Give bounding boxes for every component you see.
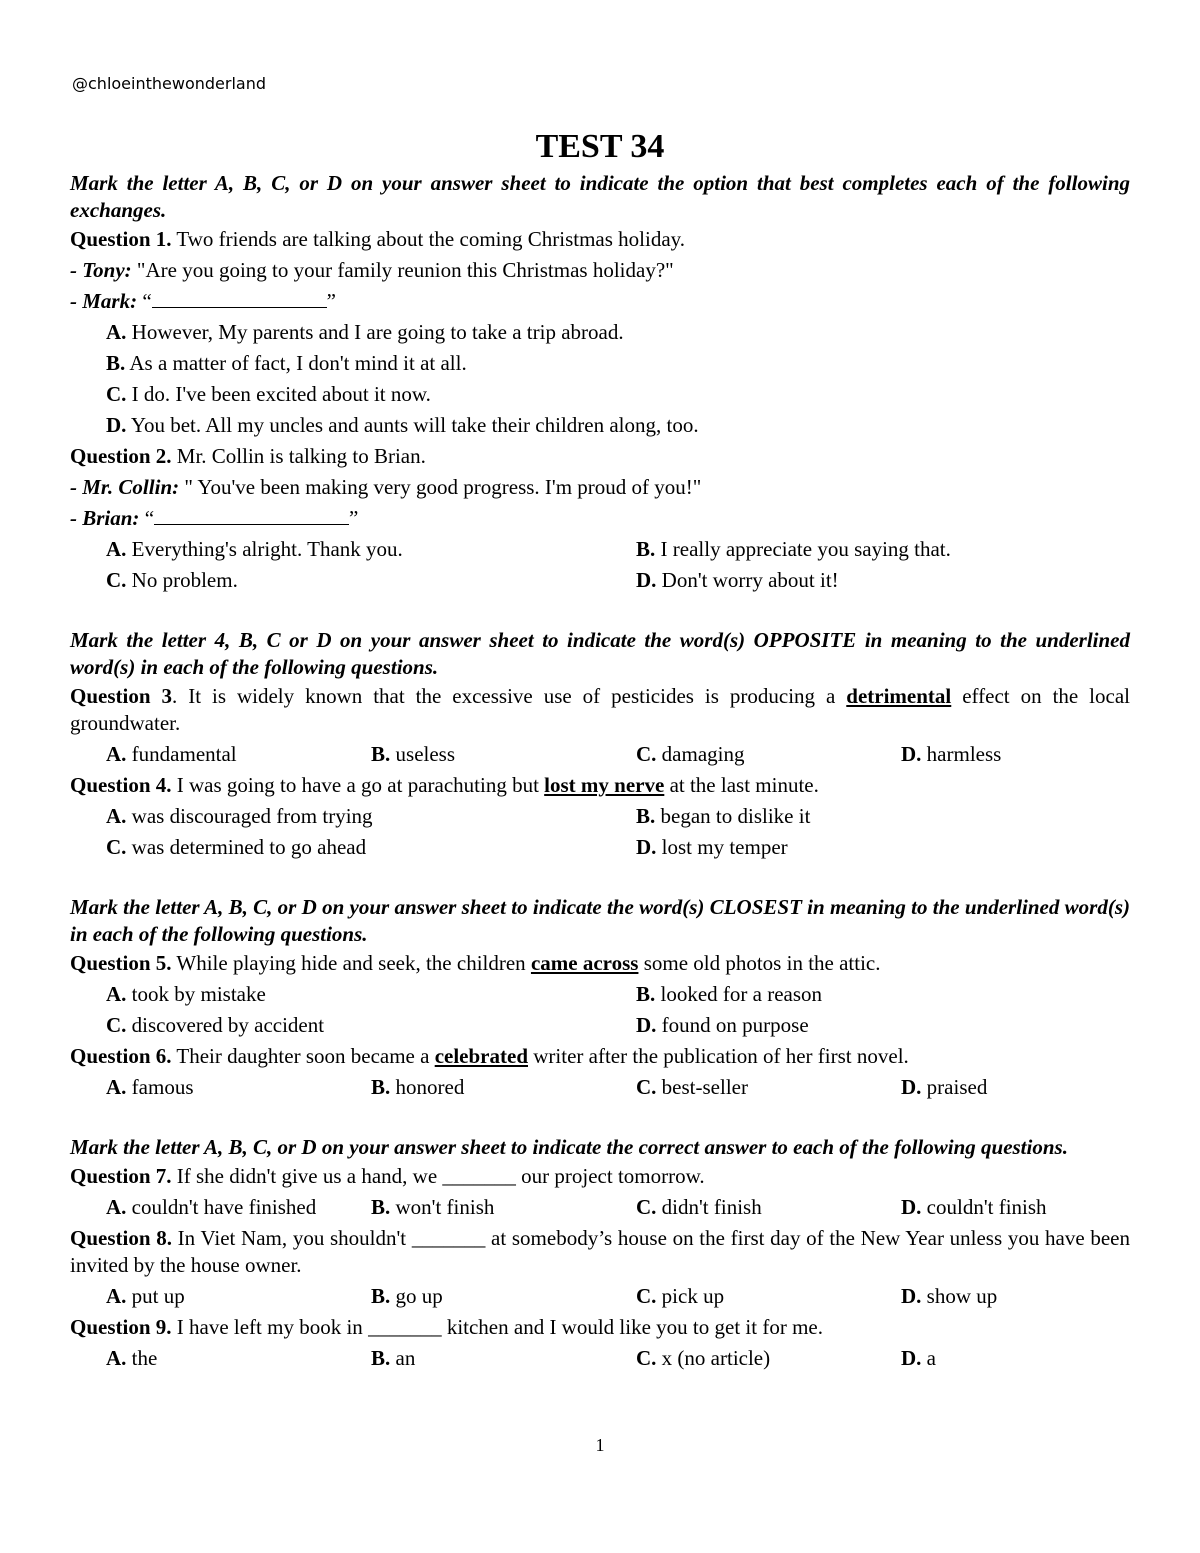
question-context: Two friends are talking about the coming Christmas holiday. [171, 227, 686, 251]
option-c: C. didn't finish [636, 1195, 762, 1219]
open-quote: “ [139, 506, 155, 530]
option-d: D. harmless [901, 742, 1002, 766]
option-row [70, 1343, 1130, 1374]
question-3: Question 3. It is widely known that the excessive use of pesticides is producing a detrimental effect on the local groundwater. [70, 684, 1130, 735]
question-8: Question 8. In Viet Nam, you shouldn't _______ at somebody’s house on the first day of the New Year unless you have been invited by the house owner. [70, 1226, 1130, 1277]
option-row [70, 1281, 1130, 1312]
underlined-word: detrimental [846, 684, 952, 708]
option-c: C. pick up [636, 1284, 725, 1308]
option-c: C. discovered by accident [106, 1013, 325, 1037]
question-label: Question 2. [70, 444, 172, 468]
option-a: A. However, My parents and I are going to take a trip abroad. [106, 320, 624, 344]
option-row [70, 1192, 1130, 1223]
option-b: B. useless [371, 742, 456, 766]
speaker: - Tony: [70, 258, 132, 282]
question-label: Question 4. [70, 773, 172, 797]
option-row [70, 317, 1130, 441]
option-d: D. lost my temper [636, 835, 788, 859]
option-row [70, 801, 1130, 832]
section-4-instruction: Mark the letter A, B, C, or D on your answer sheet to indicate the correct answer to each of the following questions. [70, 1135, 1068, 1159]
question-7: Question 7. If she didn't give us a hand, we _______ our project tomorrow. [70, 1164, 705, 1188]
option-row [70, 565, 1130, 596]
option-row [70, 534, 1130, 565]
option-d: D. praised [901, 1075, 988, 1099]
option-d: D. couldn't finish [901, 1195, 1047, 1219]
section-3-instruction: Mark the letter A, B, C, or D on your answer sheet to indicate the word(s) CLOSEST in meaning to the underlined word(s) in each of the following questions. [70, 895, 1130, 946]
option-b: B. an [371, 1346, 416, 1370]
option-c: C. was determined to go ahead [106, 835, 367, 859]
question-label: Question 8. [70, 1226, 172, 1250]
option-a: A. Everything's alright. Thank you. [106, 537, 403, 561]
option-b: B. won't finish [371, 1195, 495, 1219]
option-a: A. was discouraged from trying [106, 804, 373, 828]
section-2-instruction: Mark the letter 4, B, C or D on your answer sheet to indicate the word(s) OPPOSITE in meaning to the underlined word(s) in each of the following questions. [70, 628, 1130, 679]
option-row [70, 739, 1130, 770]
option-row [70, 832, 1130, 863]
dialogue-line [70, 503, 1130, 534]
option-d: D. Don't worry about it! [636, 568, 839, 592]
content [70, 170, 1130, 1374]
dialogue-line [70, 255, 1130, 286]
answer-blank [152, 289, 327, 308]
question-label: Question 1. [70, 227, 172, 251]
page-number: 1 [595, 1435, 605, 1455]
speaker: - Brian: [70, 506, 140, 530]
question-5: Question 5. While playing hide and seek, the children came across some old photos in the attic. [70, 951, 881, 975]
option-b: B. honored [371, 1075, 465, 1099]
question-label: Question 3 [70, 684, 172, 708]
answer-blank: _______ [411, 1226, 486, 1250]
close-quote: ” [326, 289, 336, 313]
option-row [70, 1072, 1130, 1103]
option-c: C. I do. I've been excited about it now. [106, 382, 431, 406]
option-a: A. fundamental [106, 742, 237, 766]
open-quote: “ [137, 289, 152, 313]
question-label: Question 6. [70, 1044, 172, 1068]
option-row [70, 979, 1130, 1010]
underlined-word: came across [530, 951, 639, 975]
question-9: Question 9. I have left my book in _______ kitchen and I would like you to get it for me. [70, 1315, 823, 1339]
spacer [70, 596, 1130, 627]
question-4: Question 4. I was going to have a go at parachuting but lost my nerve at the last minute. [70, 773, 819, 797]
author-handle: @chloeinthewonderland [72, 74, 266, 93]
question-label: Question 5. [70, 951, 172, 975]
question-2 [70, 441, 1130, 472]
option-a: A. couldn't have finished [106, 1195, 317, 1219]
answer-blank [154, 506, 349, 525]
option-b: B. looked for a reason [636, 982, 823, 1006]
option-d: D. You bet. All my uncles and aunts will take their children along, too. [106, 413, 699, 437]
spacer [70, 863, 1130, 894]
option-c: C. damaging [636, 742, 745, 766]
option-a: A. took by mistake [106, 982, 266, 1006]
underlined-word: celebrated [434, 1044, 528, 1068]
option-d: D. a [901, 1346, 936, 1370]
option-c: C. x (no article) [636, 1346, 771, 1370]
question-context: Mr. Collin is talking to Brian. [171, 444, 426, 468]
dialogue-line [70, 472, 1130, 503]
test-title: TEST 34 [535, 128, 665, 165]
dialogue-line [70, 286, 1130, 317]
dialogue-text: "Are you going to your family reunion this Christmas holiday?" [131, 258, 674, 282]
option-c: C. No problem. [106, 568, 238, 592]
spacer [70, 1103, 1130, 1134]
speaker: - Mr. Collin: [70, 475, 180, 499]
option-b: B. As a matter of fact, I don't mind it at all. [106, 351, 467, 375]
option-c: C. best-seller [636, 1075, 748, 1099]
option-row [70, 1010, 1130, 1041]
underlined-word: lost my nerve [544, 773, 665, 797]
option-a: A. famous [106, 1075, 194, 1099]
question-1 [70, 224, 1130, 255]
speaker: - Mark: [70, 289, 138, 313]
option-a: A. put up [106, 1284, 185, 1308]
answer-blank: _______ [442, 1164, 516, 1188]
option-d: D. found on purpose [636, 1013, 809, 1037]
close-quote: ” [349, 506, 359, 530]
option-b: B. I really appreciate you saying that. [636, 537, 951, 561]
option-a: A. the [106, 1346, 158, 1370]
option-b: B. began to dislike it [636, 804, 811, 828]
section-1-instruction: Mark the letter A, B, C, or D on your answer sheet to indicate the option that best completes each of the following exchanges. [70, 171, 1130, 222]
dialogue-text: " You've been making very good progress. I'm proud of you!" [179, 475, 702, 499]
answer-blank: _______ [368, 1315, 442, 1339]
question-label: Question 7. [70, 1164, 172, 1188]
question-label: Question 9. [70, 1315, 172, 1339]
option-d: D. show up [901, 1284, 998, 1308]
option-b: B. go up [371, 1284, 443, 1308]
question-6: Question 6. Their daughter soon became a celebrated writer after the publication of her first novel. [70, 1044, 909, 1068]
